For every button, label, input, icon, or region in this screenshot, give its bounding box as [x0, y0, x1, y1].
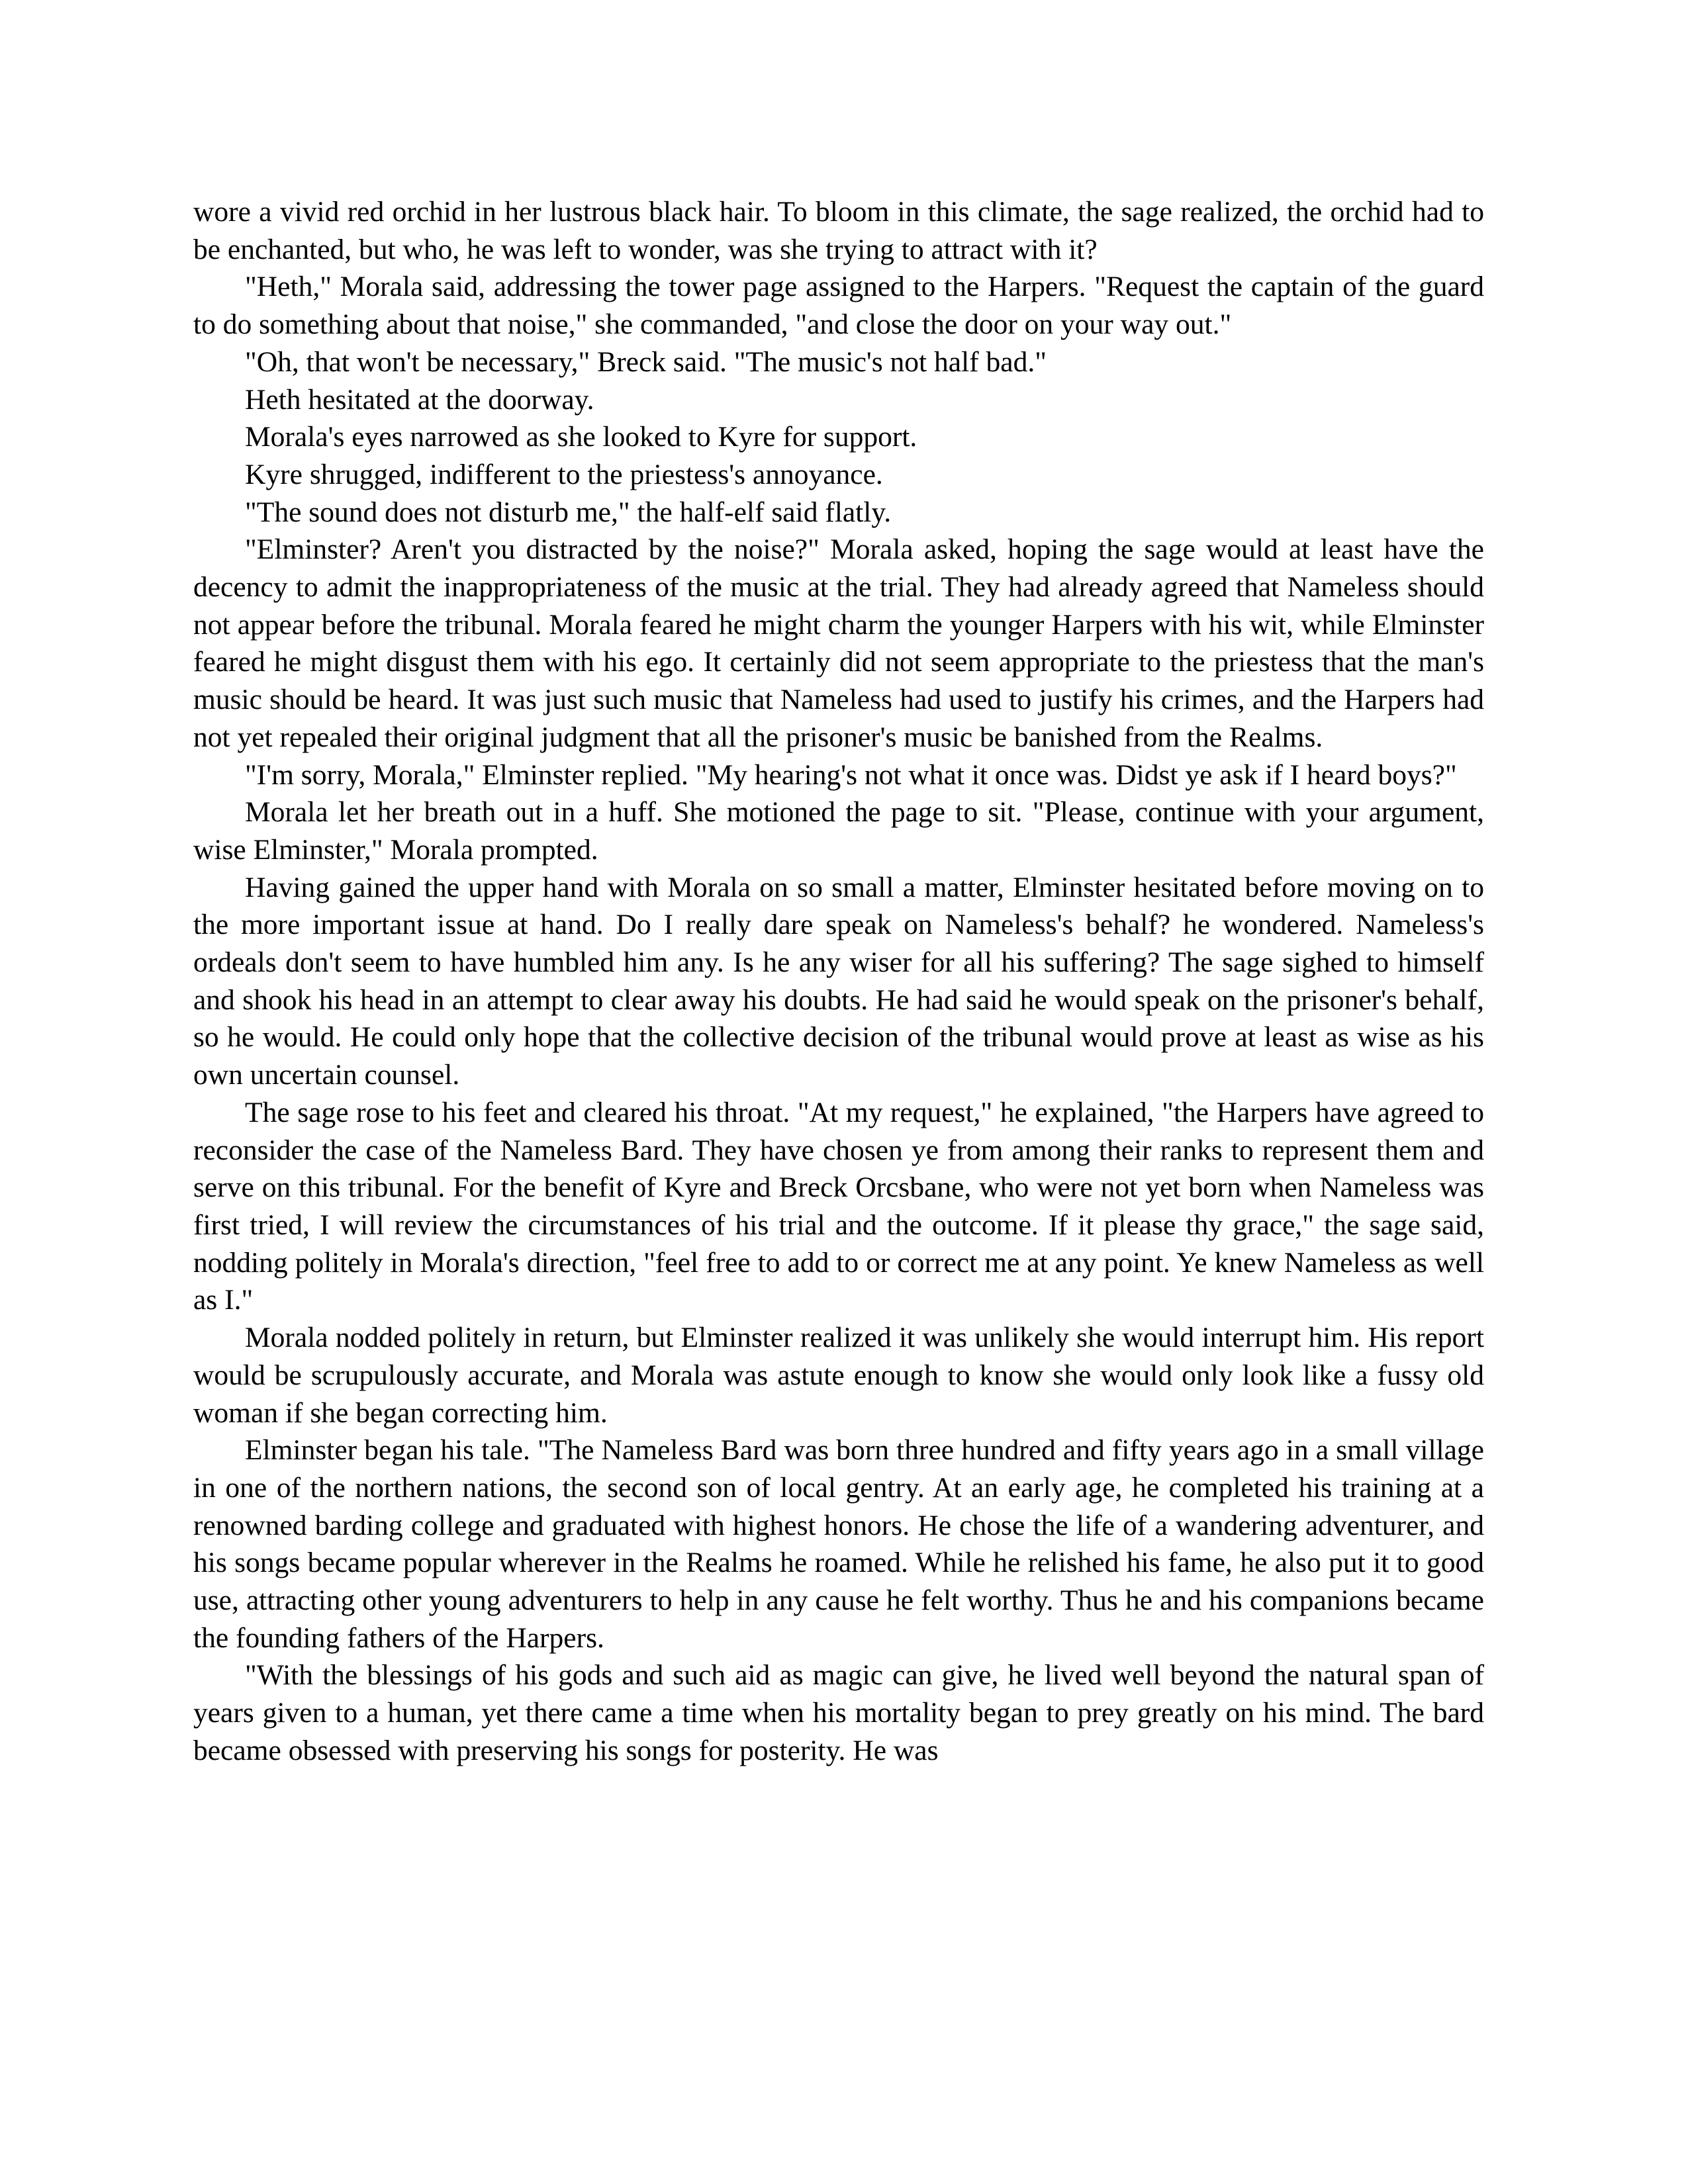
- paragraph-elminster-reply: "I'm sorry, Morala," Elminster replied. "My hearing's not what it once was. Didst ye ask if I heard boys?": [245, 758, 1457, 791]
- paragraph-morala-nods: Morala nodded politely in return, but Elminster realized it was unlikely she would interrupt him. His report would be scrupulously accurate, and Morala was astute enough to know she would only look like a fussy old woman if she began correcting him.: [193, 1322, 1484, 1429]
- paragraph-upper-hand: Having gained the upper hand with Morala on so small a matter, Elminster hesitated before moving on to the more important issue at hand. Do I really dare speak on Nameless's behalf? he wondered. Nameless's ordeals don't seem to have humbled him any. Is he any wiser for all his suffering? The sage sighed to himself and shook his head in an attempt to clear away his doubts. He had said he would speak on the prisoner's behalf, so he would. He could only hope that the collective decision of the tribunal would prove at least as wise as his own uncertain counsel.: [193, 871, 1484, 1091]
- paragraph-orchid: wore a vivid red orchid in her lustrous black hair. To bloom in this climate, the sage realized, the orchid had to be enchanted, but who, he was left to wonder, was she trying to attract with it?: [193, 196, 1484, 265]
- paragraph-sage-rises: The sage rose to his feet and cleared his throat. "At my request," he explained, "the Harpers have agreed to reconsider the case of the Nameless Bard. They have chosen ye from among their ranks to represent them and serve on this tribunal. For the benefit of Kyre and Breck Orcsbane, who were not yet born when Nameless was first tried, I will review the circumstances of his trial and the outcome. If it please thy grace," the sage said, nodding politely in Morala's direction, "feel free to add to or correct me at any point. Ye knew Nameless as well as I.": [193, 1096, 1484, 1316]
- paragraph-half-elf: "The sound does not disturb me," the half-elf said flatly.: [245, 496, 892, 528]
- paragraph-breck-reply: "Oh, that won't be necessary," Breck said. "The music's not half bad.": [245, 345, 1047, 378]
- paragraph-morala-huff: Morala let her breath out in a huff. She motioned the page to sit. "Please, continue with your argument, wise Elminster," Morala prompted.: [193, 796, 1484, 866]
- paragraph-heth-hesitates: Heth hesitated at the doorway.: [245, 383, 594, 416]
- paragraph-tale-begins: Elminster began his tale. "The Nameless Bard was born three hundred and fifty years ago in a small village in one of the northern nations, the second son of local gentry. At an early age, he completed his training at a renowned barding college and graduated with highest honors. He chose the life of a wandering adventurer, and his songs became popular wherever in the Realms he roamed. While he relished his fame, he also put it to good use, attracting other young adventurers to help in any cause he felt worthy. Thus he and his companions became the founding fathers of the Harpers.: [193, 1434, 1484, 1654]
- book-page: [193, 193, 1484, 1770]
- paragraph-heth-command: "Heth," Morala said, addressing the tower page assigned to the Harpers. "Request the captain of the guard to do something about that noise," she commanded, "and close the door on your way out.": [193, 271, 1484, 341]
- paragraph-blessings: "With the blessings of his gods and such aid as magic can give, he lived well beyond the natural span of years given to a human, yet there came a time when his mortality began to prey greatly on his mind. The bard became obsessed with preserving his songs for posterity. He was: [193, 1659, 1484, 1766]
- paragraph-kyre-shrug: Kyre shrugged, indifferent to the priestess's annoyance.: [245, 458, 883, 490]
- paragraph-elminster-question: "Elminster? Aren't you distracted by the noise?" Morala asked, hoping the sage would at least have the decency to admit the inappropriateness of the music at the trial. They had already agreed that Nameless should not appear before the tribunal. Morala feared he might charm the younger Harpers with his wit, while Elminster feared he might disgust them with his ego. It certainly did not seem appropriate to the priestess that the man's music should be heard. It was just such music that Nameless had used to justify his crimes, and the Harpers had not yet repealed their original judgment that all the prisoner's music be banished from the Realms.: [193, 533, 1484, 753]
- paragraph-morala-eyes: Morala's eyes narrowed as she looked to Kyre for support.: [245, 421, 917, 453]
